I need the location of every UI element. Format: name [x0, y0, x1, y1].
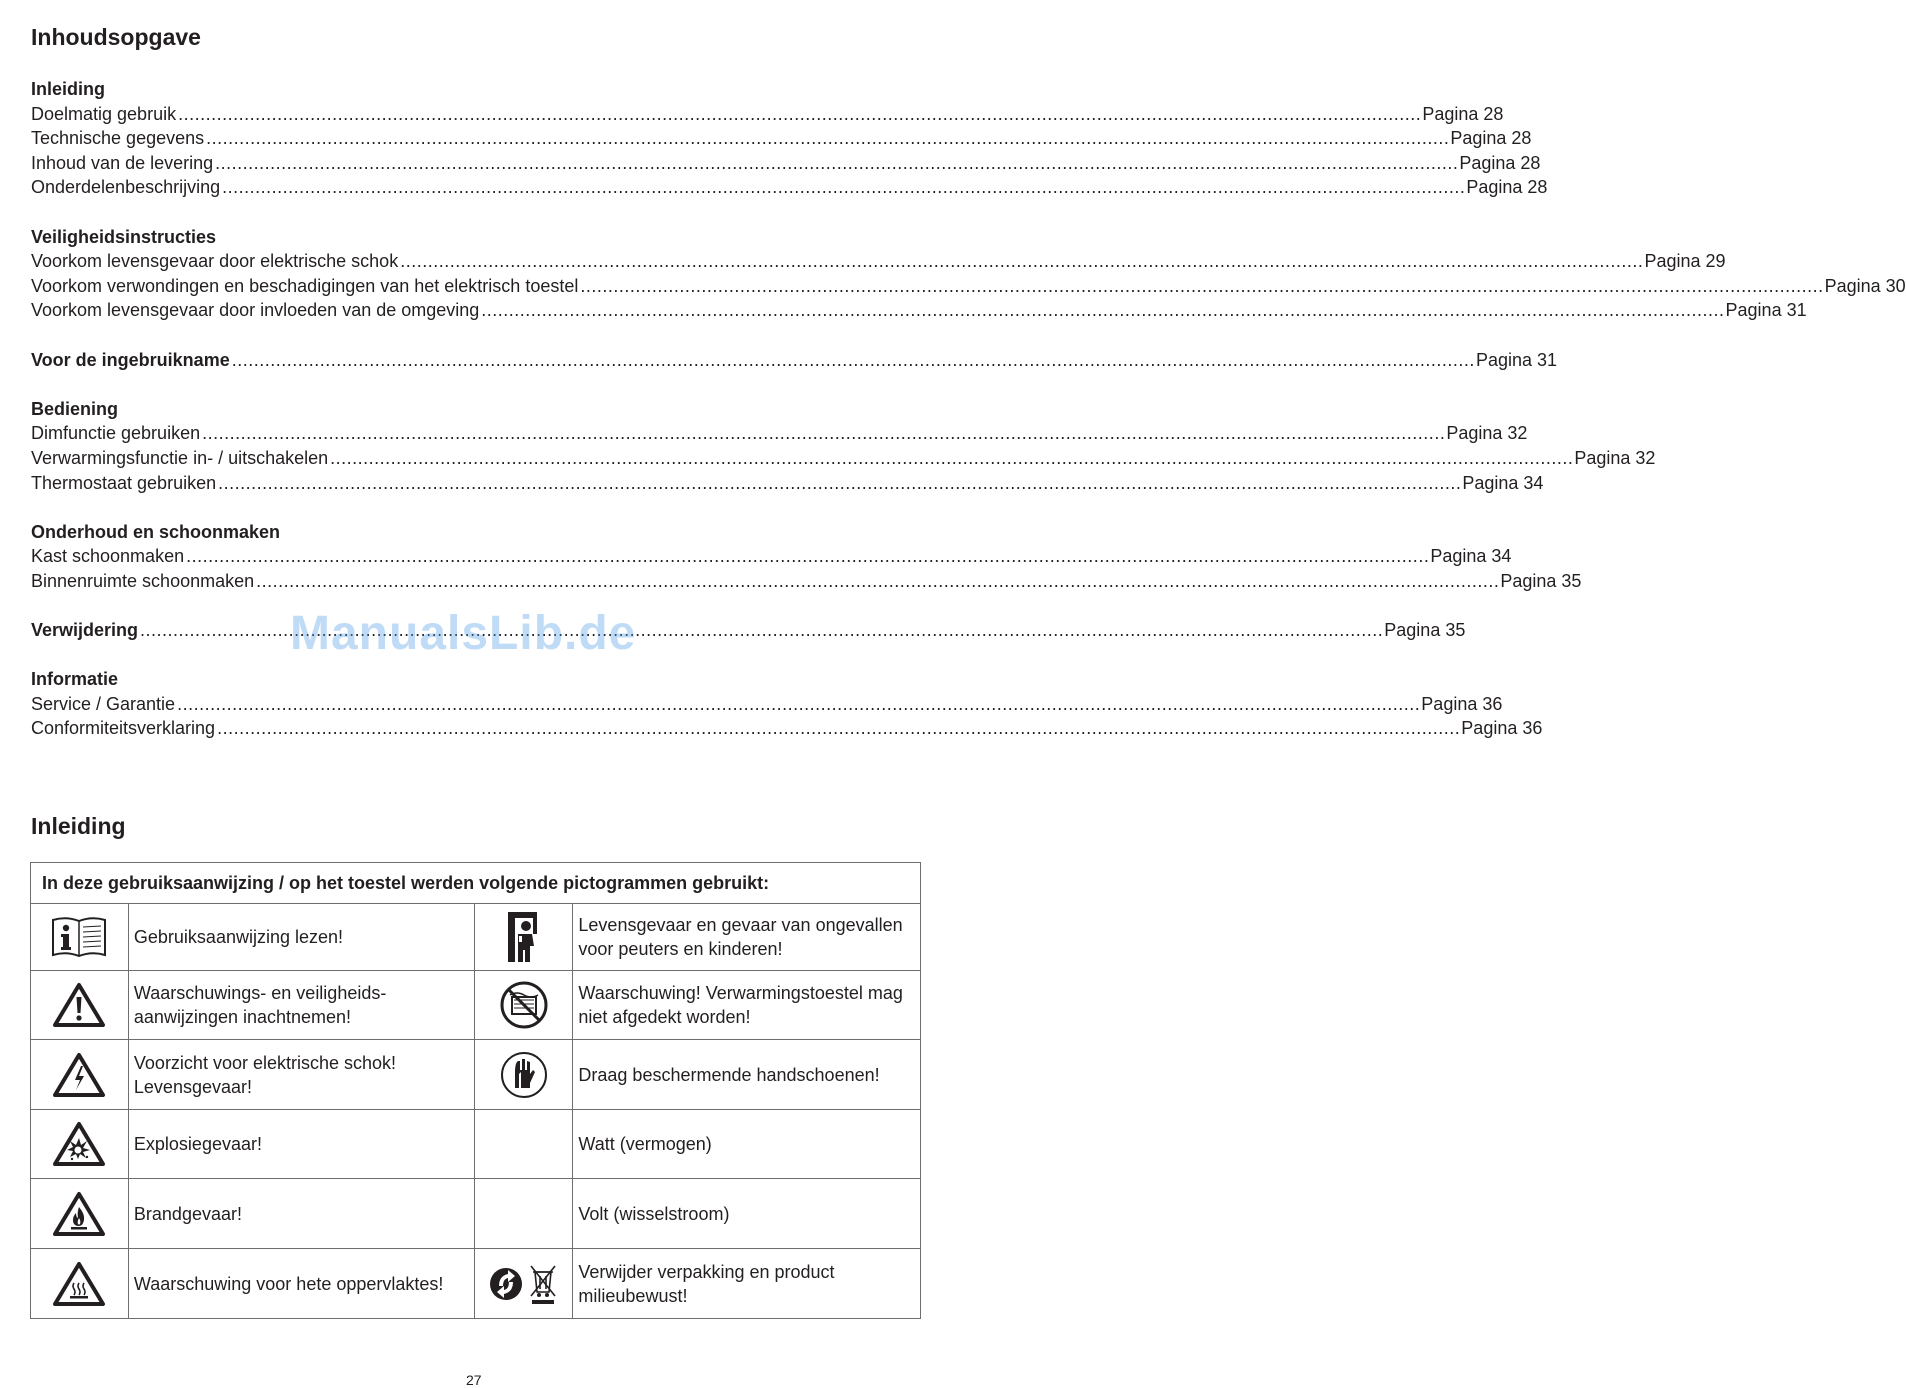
watermark: ManualsLib.de — [290, 607, 637, 660]
toc-entry[interactable]: Doelmatig gebruik ..... Pagina 28 — [31, 102, 795, 127]
pictogram-description: Watt (vermogen) — [573, 1110, 921, 1179]
toc-entry[interactable]: Voorkom levensgevaar door invloeden van de omgeving ..... Pagina 31 — [31, 298, 795, 323]
toc-entry[interactable]: Thermostaat gebruiken ..... Pagina 34 — [31, 471, 795, 496]
toc-entry[interactable]: Kast schoonmaken ..... Pagina 34 — [31, 544, 795, 569]
electric-shock-icon — [52, 1052, 106, 1098]
table-row — [31, 1179, 921, 1249]
toc-heading: Inleiding — [31, 79, 105, 99]
toc-title: Inhoudsopgave — [31, 24, 201, 50]
gloves-icon — [499, 1050, 549, 1100]
pictogram-description: Verwijder verpakking en product milieubewust! — [573, 1249, 921, 1319]
pictogram-description: Volt (wisselstroom) — [573, 1179, 921, 1249]
child-danger-icon — [506, 910, 542, 964]
pictogram-description: Waarschuwings- en veiligheids-aanwijzingen inachtnemen! — [128, 971, 475, 1040]
pictogram-description: Levensgevaar en gevaar van ongevallen voor peuters en kinderen! — [573, 904, 921, 971]
toc-heading: Onderhoud en schoonmaken — [31, 521, 281, 542]
pictogram-description: Brandgevaar! — [128, 1179, 475, 1249]
hot-surface-icon — [52, 1261, 106, 1307]
fire-icon — [52, 1191, 106, 1237]
table-row — [31, 904, 921, 971]
pictogram-table-header: In deze gebruiksaanwijzing / op het toestel werden volgende pictogrammen gebruikt: — [31, 863, 921, 904]
manual-book-icon — [50, 915, 108, 959]
pictogram-description: Waarschuwing voor hete oppervlaktes! — [128, 1249, 475, 1319]
toc-entry[interactable]: Dimfunctie gebruiken ..... Pagina 32 — [31, 421, 795, 446]
toc-entry[interactable]: Conformiteitsverklaring ..... Pagina 36 — [31, 716, 795, 741]
toc-entry[interactable]: Onderdelenbeschrijving ..... Pagina 28 — [31, 175, 795, 200]
toc-heading: Informatie — [31, 669, 119, 690]
pictogram-description: Gebruiksaanwijzing lezen! — [128, 904, 475, 971]
explosion-icon — [52, 1121, 106, 1167]
pictogram-description: Explosiegevaar! — [128, 1110, 475, 1179]
toc-entry[interactable]: Technische gegevens ..... Pagina 28 — [31, 126, 795, 151]
pictogram-description: Draag beschermende handschoenen! — [573, 1040, 921, 1110]
toc-entry[interactable]: Verwarmingsfunctie in- / uitschakelen ..... Pagina 32 — [31, 446, 795, 471]
toc-entry[interactable]: Service / Garantie ..... Pagina 36 — [31, 692, 795, 717]
toc-heading-entry[interactable]: Verwijdering ..... Pagina 35 — [31, 618, 795, 643]
warning-exclamation-icon — [52, 982, 106, 1028]
table-row — [31, 1040, 921, 1110]
table-row — [31, 971, 921, 1040]
pictogram-description: Voorzicht voor elektrische schok! Levensgevaar! — [128, 1040, 475, 1110]
toc-entry[interactable]: Inhoud van de levering ..... Pagina 28 — [31, 151, 795, 176]
toc-entry[interactable]: Voorkom levensgevaar door elektrische schok ..... Pagina 29 — [31, 249, 795, 274]
pictogram-description: Waarschuwing! Verwarmingstoestel mag niet afgedekt worden! — [573, 971, 921, 1040]
table-row — [31, 1249, 921, 1319]
pictogram-table — [30, 862, 921, 1319]
page-number: 27 — [466, 1372, 482, 1388]
toc-entry[interactable]: Voorkom verwondingen en beschadigingen van het elektrisch toestel ..... Pagina 30 — [31, 274, 795, 299]
table-row — [31, 1110, 921, 1179]
toc-heading: Veiligheidsinstructies — [31, 226, 217, 247]
recycling-icon — [489, 1262, 559, 1306]
toc-heading-entry[interactable]: Voor de ingebruikname ..... Pagina 31 — [31, 348, 795, 373]
do-not-cover-icon — [499, 980, 549, 1030]
section-title-inleiding: Inleiding — [31, 813, 126, 839]
toc-heading: Bediening — [31, 398, 119, 419]
toc-entry[interactable]: Binnenruimte schoonmaken ..... Pagina 35 — [31, 569, 795, 594]
